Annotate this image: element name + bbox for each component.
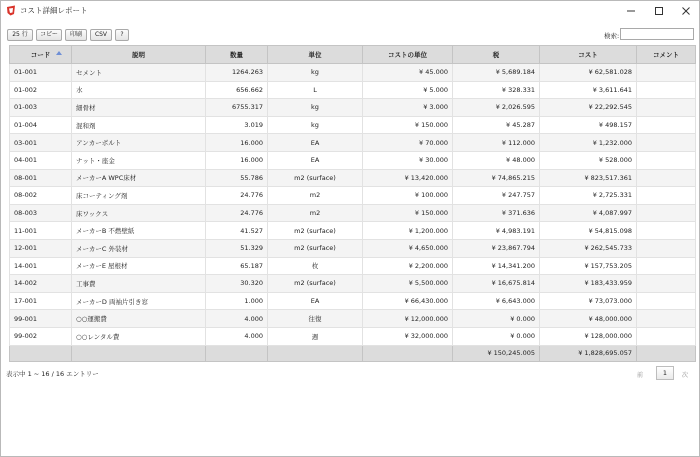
copy-button[interactable]: コピー [36, 29, 62, 41]
print-button[interactable]: 印刷 [65, 29, 87, 41]
table-row[interactable] [10, 327, 696, 345]
cell-tax: ¥ 16,675.814 [453, 275, 540, 293]
cell-tax: ¥ 0.000 [453, 310, 540, 328]
footer-cell [363, 345, 453, 361]
table-row[interactable] [10, 81, 696, 99]
cell-unit: EA [268, 134, 363, 152]
footer-cell [268, 345, 363, 361]
cell-comment [637, 81, 696, 99]
cell-description: 細骨材 [72, 99, 206, 117]
cell-quantity: 65.187 [206, 257, 268, 275]
cell-unit: m2 (surface) [268, 275, 363, 293]
cell-quantity: 6755.317 [206, 99, 268, 117]
table-row[interactable] [10, 275, 696, 293]
cell-code: 03-001 [10, 134, 72, 152]
window-title: コスト詳細レポート [20, 6, 88, 15]
cell-cost: ¥ 498.157 [540, 116, 637, 134]
cell-quantity: 4.000 [206, 310, 268, 328]
cell-comment [637, 327, 696, 345]
cell-tax: ¥ 74,865.215 [453, 169, 540, 187]
cell-unit: 枚 [268, 257, 363, 275]
table-row[interactable] [10, 239, 696, 257]
table-body [10, 64, 696, 346]
cell-unit-cost: ¥ 12,000.000 [363, 310, 453, 328]
cell-comment [637, 116, 696, 134]
cell-comment [637, 222, 696, 240]
cell-tax: ¥ 14,341.200 [453, 257, 540, 275]
entries-info: 表示中 1 ~ 16 / 16 エントリー [6, 370, 99, 378]
cell-comment [637, 257, 696, 275]
cell-cost: ¥ 73,073.000 [540, 292, 637, 310]
close-icon [681, 6, 691, 16]
cell-cost: ¥ 528.000 [540, 151, 637, 169]
cell-quantity: 656.662 [206, 81, 268, 99]
cell-description: セメント [72, 64, 206, 82]
cell-comment [637, 292, 696, 310]
table-row[interactable] [10, 64, 696, 82]
cell-tax: ¥ 4,983.191 [453, 222, 540, 240]
cell-tax: ¥ 45.287 [453, 116, 540, 134]
cell-comment [637, 204, 696, 222]
footer-cell [206, 345, 268, 361]
cell-cost: ¥ 1,232.000 [540, 134, 637, 152]
table-footer-row [10, 345, 696, 361]
column-header-description[interactable]: 説明 [72, 46, 206, 64]
table-row[interactable] [10, 310, 696, 328]
cell-quantity: 30.320 [206, 275, 268, 293]
cell-comment [637, 310, 696, 328]
cell-comment [637, 169, 696, 187]
cell-tax: ¥ 6,643.000 [453, 292, 540, 310]
cell-unit-cost: ¥ 2,200.000 [363, 257, 453, 275]
cell-comment [637, 134, 696, 152]
cell-quantity: 1264.263 [206, 64, 268, 82]
cell-description: 床ワックス [72, 204, 206, 222]
sort-ascending-icon [56, 51, 62, 55]
cell-unit: kg [268, 116, 363, 134]
cell-cost: ¥ 4,087.997 [540, 204, 637, 222]
column-header-unit[interactable]: 単位 [268, 46, 363, 64]
cell-description: ○○運搬費 [72, 310, 206, 328]
cell-quantity: 41.527 [206, 222, 268, 240]
maximize-button[interactable] [644, 1, 674, 20]
cell-description: ナット・座金 [72, 151, 206, 169]
table-row[interactable] [10, 99, 696, 117]
cell-cost: ¥ 2,725.331 [540, 187, 637, 205]
cell-quantity: 24.776 [206, 204, 268, 222]
table-row[interactable] [10, 222, 696, 240]
cell-description: 工事費 [72, 275, 206, 293]
cell-comment [637, 239, 696, 257]
cell-quantity: 16.000 [206, 134, 268, 152]
column-header-cost[interactable]: コスト [540, 46, 637, 64]
cell-quantity: 4.000 [206, 327, 268, 345]
column-header-unit-cost[interactable]: コストの単位 [363, 46, 453, 64]
cell-code: 12-001 [10, 239, 72, 257]
column-header-comment[interactable]: コメント [637, 46, 696, 64]
table-row[interactable] [10, 187, 696, 205]
cell-comment [637, 187, 696, 205]
table-header-row [10, 46, 696, 64]
cell-code: 14-001 [10, 257, 72, 275]
cell-quantity: 1.000 [206, 292, 268, 310]
cell-tax: ¥ 328.331 [453, 81, 540, 99]
cost-table [9, 45, 696, 362]
column-header-quantity[interactable]: 数量 [206, 46, 268, 64]
cell-description: 床コーティング剤 [72, 187, 206, 205]
table-row[interactable] [10, 116, 696, 134]
cell-tax: ¥ 5,689.184 [453, 64, 540, 82]
cell-tax: ¥ 371.636 [453, 204, 540, 222]
cell-cost: ¥ 22,292.545 [540, 99, 637, 117]
cell-code: 08-001 [10, 169, 72, 187]
cell-cost: ¥ 823,517.361 [540, 169, 637, 187]
cell-tax: ¥ 48.000 [453, 151, 540, 169]
cell-unit: m2 [268, 187, 363, 205]
cell-description: 水 [72, 81, 206, 99]
table-row[interactable] [10, 134, 696, 152]
cell-code: 01-002 [10, 81, 72, 99]
current-page-button[interactable]: 1 [656, 366, 674, 380]
cell-comment [637, 64, 696, 82]
cell-tax: ¥ 247.757 [453, 187, 540, 205]
cell-quantity: 51.329 [206, 239, 268, 257]
cell-quantity: 55.786 [206, 169, 268, 187]
previous-page-button[interactable]: 前 [637, 372, 644, 379]
cell-unit-cost: ¥ 1,200.000 [363, 222, 453, 240]
cell-code: 99-001 [10, 310, 72, 328]
cell-unit-cost: ¥ 5.000 [363, 81, 453, 99]
cell-code: 14-002 [10, 275, 72, 293]
cell-unit: 週 [268, 327, 363, 345]
cell-code: 04-001 [10, 151, 72, 169]
footer-cell [72, 345, 206, 361]
cell-unit-cost: ¥ 30.000 [363, 151, 453, 169]
cell-comment [637, 275, 696, 293]
cell-unit-cost: ¥ 45.000 [363, 64, 453, 82]
cell-unit: kg [268, 64, 363, 82]
footer-cell [637, 345, 696, 361]
cell-description: 混和剤 [72, 116, 206, 134]
close-button[interactable] [671, 1, 700, 20]
cell-description: ○○レンタル費 [72, 327, 206, 345]
search-input[interactable] [620, 28, 694, 40]
cell-description: メーカーC 外装材 [72, 239, 206, 257]
cell-unit-cost: ¥ 70.000 [363, 134, 453, 152]
cell-unit: EA [268, 292, 363, 310]
cell-code: 08-002 [10, 187, 72, 205]
column-header-tax[interactable]: 税 [453, 46, 540, 64]
cell-description: メーカーD 両袖片引き窓 [72, 292, 206, 310]
cell-tax: ¥ 2,026.595 [453, 99, 540, 117]
column-header-code[interactable]: コード [10, 46, 72, 64]
cell-unit: kg [268, 99, 363, 117]
cell-tax: ¥ 112.000 [453, 134, 540, 152]
cell-cost: ¥ 62,581.028 [540, 64, 637, 82]
cell-code: 11-001 [10, 222, 72, 240]
cell-unit-cost: ¥ 3.000 [363, 99, 453, 117]
cell-unit-cost: ¥ 32,000.000 [363, 327, 453, 345]
cell-code: 99-002 [10, 327, 72, 345]
cell-comment [637, 99, 696, 117]
cell-unit: 往復 [268, 310, 363, 328]
title-bar [1, 1, 699, 20]
cell-cost: ¥ 157,753.205 [540, 257, 637, 275]
rows-per-page-button[interactable]: 25 行 [7, 29, 33, 41]
cell-unit: m2 [268, 204, 363, 222]
cell-cost: ¥ 54,815.098 [540, 222, 637, 240]
cell-code: 01-004 [10, 116, 72, 134]
cell-description: メーカーB 不燃壁紙 [72, 222, 206, 240]
minimize-button[interactable] [616, 1, 646, 20]
tax-total: ¥ 150,245.005 [453, 345, 540, 361]
cell-unit-cost: ¥ 13,420.000 [363, 169, 453, 187]
cell-code: 17-001 [10, 292, 72, 310]
maximize-icon [654, 6, 664, 16]
app-logo-icon [6, 5, 16, 16]
cell-comment [637, 151, 696, 169]
cell-tax: ¥ 23,867.794 [453, 239, 540, 257]
cell-description: メーカーE 屋根材 [72, 257, 206, 275]
cell-description: メーカーA WPC床材 [72, 169, 206, 187]
cell-cost: ¥ 128,000.000 [540, 327, 637, 345]
help-button[interactable]: ? [115, 29, 129, 41]
cell-unit: EA [268, 151, 363, 169]
cell-quantity: 16.000 [206, 151, 268, 169]
cost-total: ¥ 1,828,695.057 [540, 345, 637, 361]
cell-code: 08-003 [10, 204, 72, 222]
cell-code: 01-001 [10, 64, 72, 82]
cell-unit-cost: ¥ 66,430.000 [363, 292, 453, 310]
cell-unit: L [268, 81, 363, 99]
csv-button[interactable]: CSV [90, 29, 112, 41]
cell-unit: m2 (surface) [268, 239, 363, 257]
table-row[interactable] [10, 204, 696, 222]
search-label: 検索: [604, 32, 620, 40]
minimize-icon [626, 6, 636, 16]
table-row[interactable] [10, 169, 696, 187]
table-row[interactable] [10, 151, 696, 169]
cell-unit-cost: ¥ 150.000 [363, 204, 453, 222]
cell-cost: ¥ 183,433.959 [540, 275, 637, 293]
next-page-button[interactable]: 次 [682, 372, 689, 379]
cell-quantity: 24.776 [206, 187, 268, 205]
cell-cost: ¥ 3,611.641 [540, 81, 637, 99]
cell-cost: ¥ 48,000.000 [540, 310, 637, 328]
cell-code: 01-003 [10, 99, 72, 117]
cell-description: アンカーボルト [72, 134, 206, 152]
cell-quantity: 3.019 [206, 116, 268, 134]
cell-unit-cost: ¥ 150.000 [363, 116, 453, 134]
cell-unit-cost: ¥ 4,650.000 [363, 239, 453, 257]
footer-cell [10, 345, 72, 361]
cell-cost: ¥ 262,545.733 [540, 239, 637, 257]
table-row[interactable] [10, 292, 696, 310]
cell-tax: ¥ 0.000 [453, 327, 540, 345]
table-row[interactable] [10, 257, 696, 275]
cell-unit: m2 (surface) [268, 222, 363, 240]
cell-unit-cost: ¥ 100.000 [363, 187, 453, 205]
cell-unit-cost: ¥ 5,500.000 [363, 275, 453, 293]
cell-unit: m2 (surface) [268, 169, 363, 187]
